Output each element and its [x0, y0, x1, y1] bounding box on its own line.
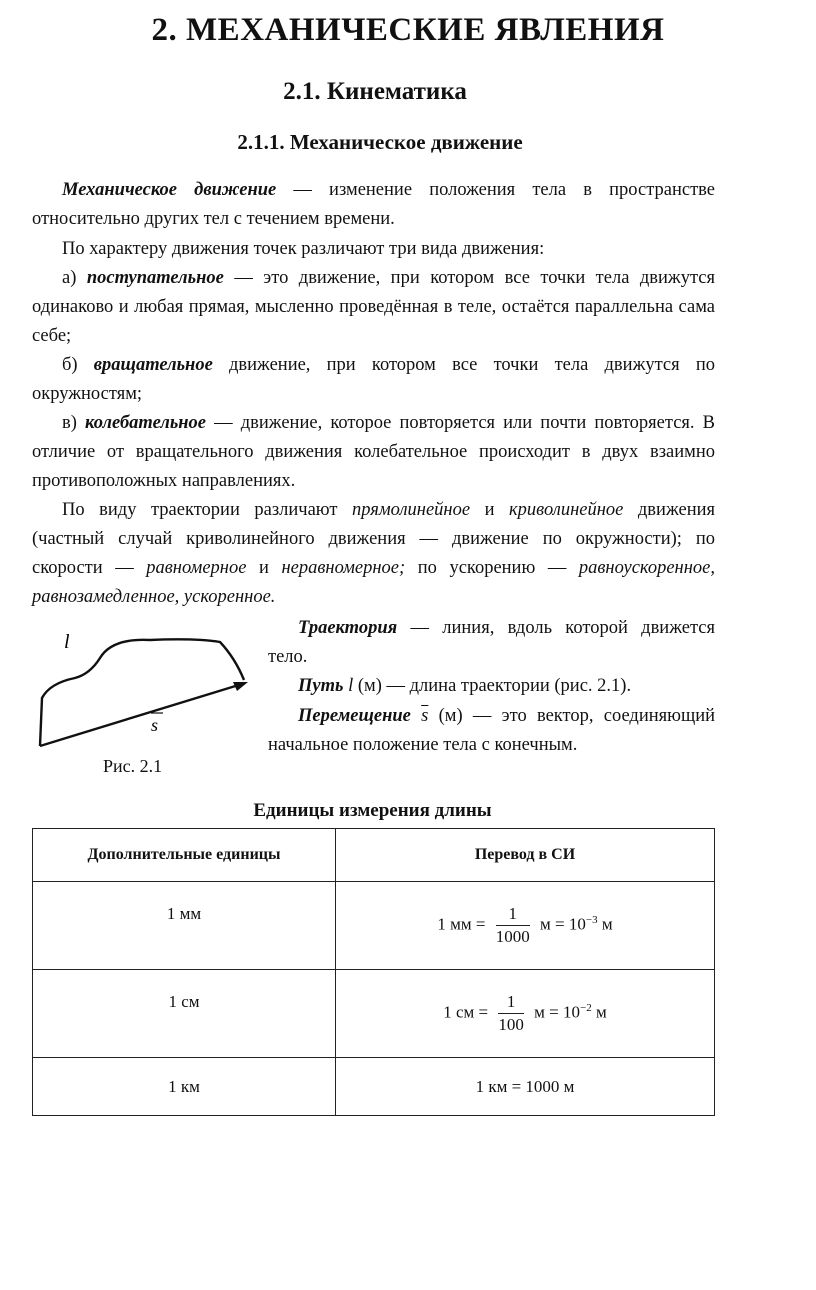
conversion-rhs: м = 10: [540, 914, 586, 934]
unit-cell: 1 мм: [33, 882, 336, 970]
fraction: [496, 903, 530, 948]
label-l: l: [64, 631, 70, 653]
definition-text: (м) — это вектор, соединяющий начальное положение тела с конечным.: [268, 706, 715, 755]
term: неравномерное;: [281, 558, 406, 578]
text: и: [470, 500, 510, 520]
conversion-lhs: 1 см =: [443, 1002, 489, 1022]
numerator: 1: [498, 991, 524, 1014]
text: по ускорению —: [405, 558, 579, 578]
definition-text: — линия, вдоль которой движется тело.: [268, 618, 715, 667]
conversion-cell: [336, 970, 715, 1058]
item-translational: [32, 264, 715, 351]
conversion-cell: 1 км = 1000 м: [336, 1058, 715, 1116]
unit-suffix: м: [597, 914, 613, 934]
paragraph-motion-types-intro: По характеру движения точек различают три вида движения:: [62, 239, 545, 259]
item-text: — движение, которое повторяется или почти повторяется. В отличие от вращательного движения колебательное происходит в двух взаимно противоположных направлениях.: [32, 413, 715, 491]
item-prefix: б): [62, 355, 94, 375]
item-text: — это движение, при котором все точки тела движутся одинаково и любая прямая, мысленно проведённая в теле, остаётся параллельна сама себе;: [32, 268, 715, 346]
term: прямолинейное: [352, 500, 471, 520]
displacement-vector: [40, 684, 242, 746]
term: Перемещение: [298, 706, 411, 726]
term: Траектория: [298, 618, 398, 638]
chapter-title: 2. МЕХАНИЧЕСКИЕ ЯВЛЕНИЯ: [151, 12, 665, 48]
unit-cell: 1 см: [33, 970, 336, 1058]
symbol: $\overline{s}$: [421, 706, 429, 726]
paragraph-classification: [32, 496, 715, 612]
item-rotational: [32, 351, 715, 409]
definition-text: (м) — длина траектории (рис. 2.1).: [353, 676, 632, 696]
definition-mechanical-motion: [32, 176, 715, 234]
term: поступательное: [86, 268, 224, 288]
conversion-rhs: м = 10: [534, 1002, 580, 1022]
text: движения (частный случай криволинейного движения — движение по окружности); по скорости —: [32, 500, 716, 578]
denominator: 100: [498, 1015, 524, 1034]
symbol: l: [348, 676, 354, 696]
definition-path: [268, 672, 715, 701]
unit-cell: 1 км: [33, 1058, 336, 1116]
table-header-row: [33, 829, 715, 882]
conversion-lhs: 1 мм =: [437, 914, 486, 934]
item-prefix: а): [62, 268, 87, 288]
section-title: 2.1. Кинематика: [283, 78, 467, 105]
exponent: −3: [585, 913, 598, 926]
term: Механическое движение: [62, 180, 277, 200]
definition-trajectory: [268, 614, 715, 672]
figure-caption: Рис. 2.1: [103, 756, 163, 776]
term: Путь: [298, 676, 344, 696]
term: равноускоренное, равнозамедленное, ускоренное.: [32, 558, 716, 607]
exponent: −2: [580, 1001, 592, 1014]
units-table: [32, 828, 715, 1116]
item-prefix: в): [62, 413, 86, 433]
column-header: Перевод в СИ: [336, 829, 715, 882]
item-oscillatory: [32, 409, 715, 496]
column-header: Дополнительные единицы: [33, 829, 336, 882]
fraction: [498, 991, 524, 1036]
item-text: движение, при котором все точки тела движутся по окружностям;: [32, 355, 715, 404]
table-row: [33, 882, 715, 970]
definition-text: — изменение положения тела в пространстве относительно других тел с течением времени.: [32, 180, 715, 229]
conversion-cell: [336, 882, 715, 970]
label-s: s: [151, 715, 159, 735]
text: По виду траектории различают: [62, 500, 352, 520]
term: вращательное: [93, 355, 213, 375]
text: и: [246, 558, 282, 578]
table-row: [33, 1058, 715, 1116]
term: равномерное: [146, 558, 247, 578]
term: колебательное: [85, 413, 207, 433]
term: криволинейное: [509, 500, 624, 520]
denominator: 1000: [495, 927, 530, 946]
numerator: 1: [496, 903, 530, 926]
table-title: Единицы измерения длины: [253, 800, 492, 821]
table-row: [33, 970, 715, 1058]
definition-displacement: [268, 702, 715, 760]
figure-trajectory: [30, 618, 260, 778]
unit-suffix: м: [591, 1002, 607, 1022]
subsection-title: 2.1.1. Механическое движение: [237, 130, 523, 154]
arrow-head-icon: [233, 682, 248, 691]
